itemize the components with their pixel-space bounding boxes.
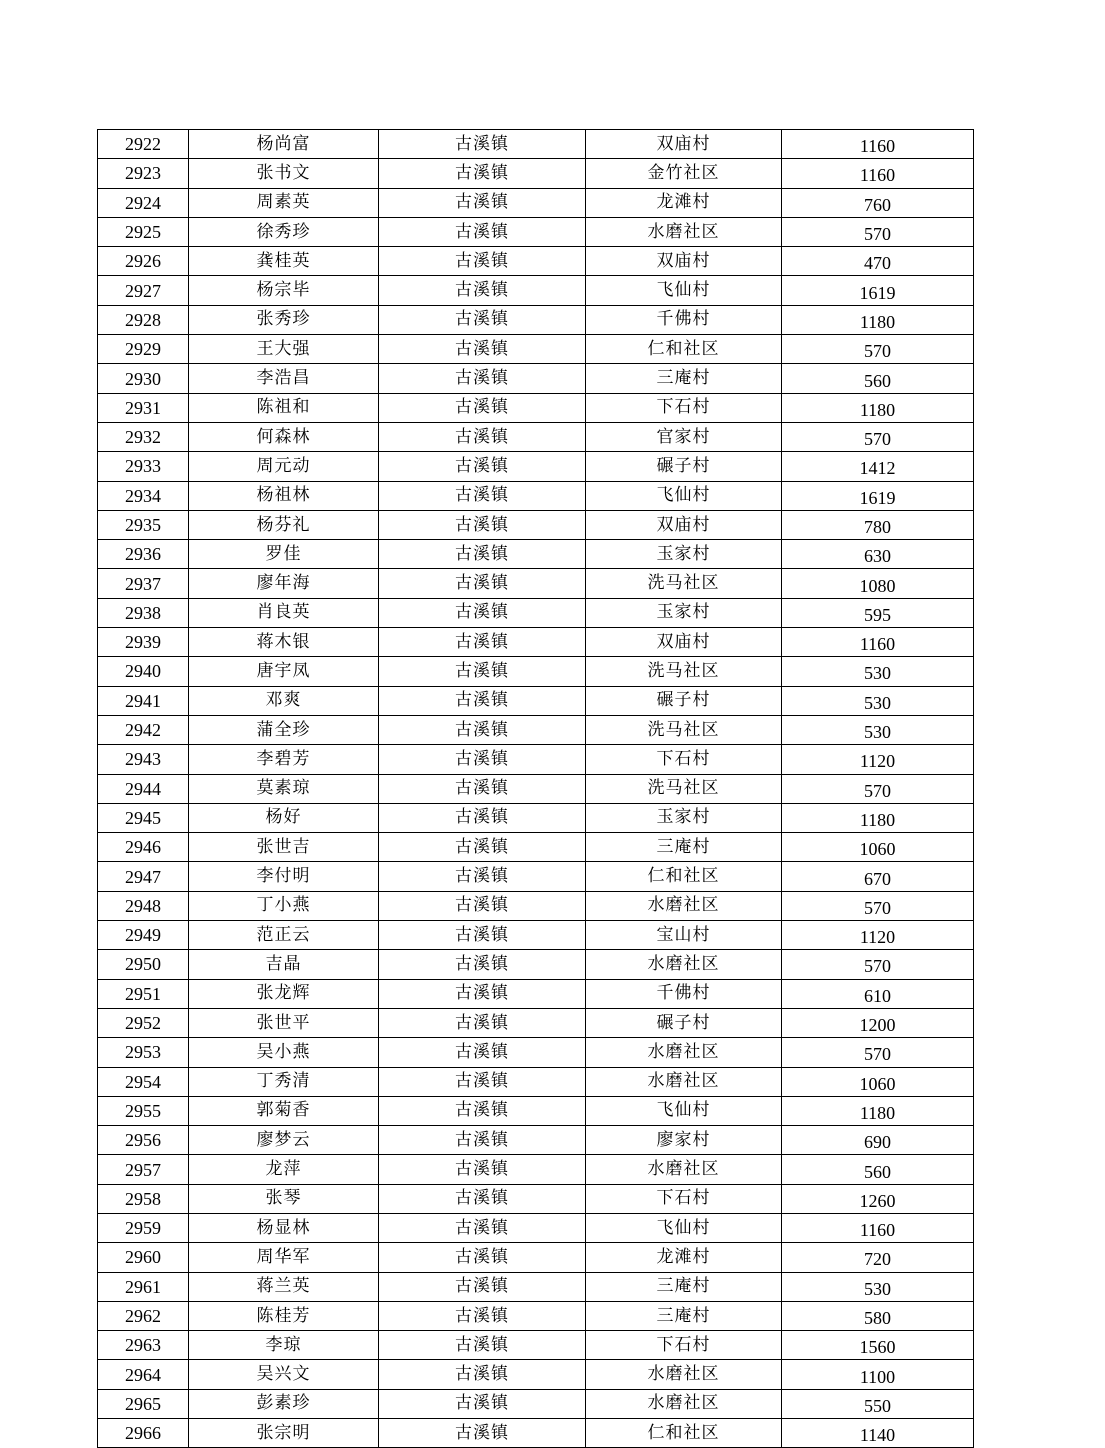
table-row [98, 1155, 974, 1184]
town-cell: 古溪镇 [379, 1096, 586, 1125]
row-number-cell: 2949 [98, 921, 189, 950]
amount-cell: 1560 [782, 1331, 974, 1360]
table-row [98, 686, 974, 715]
village-cell: 龙滩村 [586, 188, 782, 217]
town-cell: 古溪镇 [379, 1419, 586, 1448]
village-cell: 双庙村 [586, 510, 782, 539]
amount-cell: 760 [782, 188, 974, 217]
village-cell: 双庙村 [586, 628, 782, 657]
amount-cell: 560 [782, 1155, 974, 1184]
table-row [98, 422, 974, 451]
row-number-cell: 2922 [98, 130, 189, 159]
town-cell: 古溪镇 [379, 950, 586, 979]
town-cell: 古溪镇 [379, 540, 586, 569]
row-number-cell: 2934 [98, 481, 189, 510]
name-cell: 李碧芳 [189, 745, 379, 774]
village-cell: 下石村 [586, 1184, 782, 1213]
row-number-cell: 2926 [98, 247, 189, 276]
amount-cell: 1180 [782, 393, 974, 422]
town-cell: 古溪镇 [379, 686, 586, 715]
town-cell: 古溪镇 [379, 217, 586, 246]
row-number-cell: 2930 [98, 364, 189, 393]
table-row [98, 1126, 974, 1155]
town-cell: 古溪镇 [379, 1360, 586, 1389]
village-cell: 洗马社区 [586, 569, 782, 598]
town-cell: 古溪镇 [379, 393, 586, 422]
name-cell: 杨显林 [189, 1213, 379, 1242]
name-cell: 丁秀清 [189, 1067, 379, 1096]
name-cell: 廖梦云 [189, 1126, 379, 1155]
amount-cell: 570 [782, 774, 974, 803]
town-cell: 古溪镇 [379, 1067, 586, 1096]
amount-cell: 570 [782, 1038, 974, 1067]
town-cell: 古溪镇 [379, 1272, 586, 1301]
name-cell: 龙萍 [189, 1155, 379, 1184]
amount-cell: 1120 [782, 745, 974, 774]
table-row [98, 1389, 974, 1418]
row-number-cell: 2929 [98, 335, 189, 364]
amount-cell: 560 [782, 364, 974, 393]
table-row [98, 1243, 974, 1272]
village-cell: 三庵村 [586, 364, 782, 393]
village-cell: 龙滩村 [586, 1243, 782, 1272]
name-cell: 莫素琼 [189, 774, 379, 803]
town-cell: 古溪镇 [379, 1301, 586, 1330]
village-cell: 三庵村 [586, 1301, 782, 1330]
name-cell: 邓爽 [189, 686, 379, 715]
amount-cell: 550 [782, 1389, 974, 1418]
village-cell: 下石村 [586, 1331, 782, 1360]
name-cell: 张琴 [189, 1184, 379, 1213]
town-cell: 古溪镇 [379, 1184, 586, 1213]
village-cell: 千佛村 [586, 979, 782, 1008]
amount-cell: 570 [782, 422, 974, 451]
village-cell: 飞仙村 [586, 481, 782, 510]
table-row [98, 862, 974, 891]
town-cell: 古溪镇 [379, 1389, 586, 1418]
row-number-cell: 2963 [98, 1331, 189, 1360]
table-row [98, 774, 974, 803]
village-cell: 廖家村 [586, 1126, 782, 1155]
amount-cell: 1200 [782, 1008, 974, 1037]
town-cell: 古溪镇 [379, 1126, 586, 1155]
table-row [98, 1184, 974, 1213]
town-cell: 古溪镇 [379, 569, 586, 598]
table-row [98, 159, 974, 188]
row-number-cell: 2938 [98, 598, 189, 627]
name-cell: 唐宇凤 [189, 657, 379, 686]
table-row [98, 921, 974, 950]
town-cell: 古溪镇 [379, 921, 586, 950]
amount-cell: 1060 [782, 833, 974, 862]
town-cell: 古溪镇 [379, 803, 586, 832]
town-cell: 古溪镇 [379, 452, 586, 481]
name-cell: 王大强 [189, 335, 379, 364]
table-row [98, 1419, 974, 1448]
village-cell: 玉家村 [586, 803, 782, 832]
name-cell: 龚桂英 [189, 247, 379, 276]
row-number-cell: 2943 [98, 745, 189, 774]
amount-cell: 580 [782, 1301, 974, 1330]
row-number-cell: 2941 [98, 686, 189, 715]
amount-cell: 670 [782, 862, 974, 891]
name-cell: 郭菊香 [189, 1096, 379, 1125]
row-number-cell: 2931 [98, 393, 189, 422]
row-number-cell: 2939 [98, 628, 189, 657]
row-number-cell: 2962 [98, 1301, 189, 1330]
table-row [98, 1272, 974, 1301]
name-cell: 廖年海 [189, 569, 379, 598]
town-cell: 古溪镇 [379, 1331, 586, 1360]
town-cell: 古溪镇 [379, 188, 586, 217]
row-number-cell: 2961 [98, 1272, 189, 1301]
table-row [98, 276, 974, 305]
town-cell: 古溪镇 [379, 774, 586, 803]
name-cell: 罗佳 [189, 540, 379, 569]
row-number-cell: 2966 [98, 1419, 189, 1448]
village-cell: 三庵村 [586, 833, 782, 862]
name-cell: 杨好 [189, 803, 379, 832]
village-cell: 三庵村 [586, 1272, 782, 1301]
town-cell: 古溪镇 [379, 1213, 586, 1242]
town-cell: 古溪镇 [379, 335, 586, 364]
amount-cell: 530 [782, 686, 974, 715]
name-cell: 张书文 [189, 159, 379, 188]
row-number-cell: 2935 [98, 510, 189, 539]
row-number-cell: 2956 [98, 1126, 189, 1155]
village-cell: 玉家村 [586, 598, 782, 627]
table-row [98, 628, 974, 657]
name-cell: 周华军 [189, 1243, 379, 1272]
town-cell: 古溪镇 [379, 833, 586, 862]
village-cell: 下石村 [586, 745, 782, 774]
name-cell: 丁小燕 [189, 891, 379, 920]
name-cell: 吴小燕 [189, 1038, 379, 1067]
amount-cell: 1619 [782, 276, 974, 305]
table-row [98, 305, 974, 334]
amount-cell: 595 [782, 598, 974, 627]
amount-cell: 1160 [782, 628, 974, 657]
town-cell: 古溪镇 [379, 745, 586, 774]
village-cell: 双庙村 [586, 247, 782, 276]
village-cell: 洗马社区 [586, 774, 782, 803]
village-cell: 水磨社区 [586, 891, 782, 920]
row-number-cell: 2945 [98, 803, 189, 832]
table-row [98, 540, 974, 569]
table-row [98, 393, 974, 422]
amount-cell: 1180 [782, 803, 974, 832]
town-cell: 古溪镇 [379, 305, 586, 334]
row-number-cell: 2959 [98, 1213, 189, 1242]
town-cell: 古溪镇 [379, 862, 586, 891]
row-number-cell: 2958 [98, 1184, 189, 1213]
table-row [98, 335, 974, 364]
row-number-cell: 2955 [98, 1096, 189, 1125]
amount-cell: 1180 [782, 1096, 974, 1125]
table-row [98, 745, 974, 774]
table-row [98, 1067, 974, 1096]
amount-cell: 530 [782, 657, 974, 686]
row-number-cell: 2933 [98, 452, 189, 481]
amount-cell: 530 [782, 715, 974, 744]
name-cell: 李琼 [189, 1331, 379, 1360]
row-number-cell: 2960 [98, 1243, 189, 1272]
row-number-cell: 2946 [98, 833, 189, 862]
amount-cell: 570 [782, 335, 974, 364]
table-row [98, 481, 974, 510]
table-row [98, 657, 974, 686]
town-cell: 古溪镇 [379, 130, 586, 159]
village-cell: 玉家村 [586, 540, 782, 569]
row-number-cell: 2950 [98, 950, 189, 979]
town-cell: 古溪镇 [379, 628, 586, 657]
name-cell: 徐秀珍 [189, 217, 379, 246]
name-cell: 陈桂芳 [189, 1301, 379, 1330]
table-row [98, 1008, 974, 1037]
row-number-cell: 2965 [98, 1389, 189, 1418]
village-cell: 水磨社区 [586, 1067, 782, 1096]
name-cell: 李浩昌 [189, 364, 379, 393]
name-cell: 张宗明 [189, 1419, 379, 1448]
amount-cell: 1160 [782, 159, 974, 188]
amount-cell: 1260 [782, 1184, 974, 1213]
table-row [98, 452, 974, 481]
town-cell: 古溪镇 [379, 247, 586, 276]
town-cell: 古溪镇 [379, 1038, 586, 1067]
village-cell: 水磨社区 [586, 1155, 782, 1184]
village-cell: 水磨社区 [586, 217, 782, 246]
table-row [98, 1213, 974, 1242]
table-row [98, 217, 974, 246]
amount-cell: 530 [782, 1272, 974, 1301]
table-row [98, 950, 974, 979]
village-cell: 金竹社区 [586, 159, 782, 188]
name-cell: 吴兴文 [189, 1360, 379, 1389]
town-cell: 古溪镇 [379, 276, 586, 305]
name-cell: 范正云 [189, 921, 379, 950]
town-cell: 古溪镇 [379, 979, 586, 1008]
row-number-cell: 2953 [98, 1038, 189, 1067]
village-cell: 碾子村 [586, 452, 782, 481]
name-cell: 蒋木银 [189, 628, 379, 657]
table-row [98, 891, 974, 920]
table-row [98, 510, 974, 539]
amount-cell: 570 [782, 950, 974, 979]
row-number-cell: 2923 [98, 159, 189, 188]
name-cell: 杨宗毕 [189, 276, 379, 305]
name-cell: 蒋兰英 [189, 1272, 379, 1301]
name-cell: 彭素珍 [189, 1389, 379, 1418]
amount-cell: 780 [782, 510, 974, 539]
row-number-cell: 2940 [98, 657, 189, 686]
name-cell: 吉晶 [189, 950, 379, 979]
village-cell: 仁和社区 [586, 1419, 782, 1448]
row-number-cell: 2957 [98, 1155, 189, 1184]
amount-cell: 1160 [782, 1213, 974, 1242]
town-cell: 古溪镇 [379, 481, 586, 510]
town-cell: 古溪镇 [379, 159, 586, 188]
name-cell: 周素英 [189, 188, 379, 217]
village-cell: 飞仙村 [586, 276, 782, 305]
table-row [98, 598, 974, 627]
village-cell: 水磨社区 [586, 950, 782, 979]
village-cell: 双庙村 [586, 130, 782, 159]
table-row [98, 188, 974, 217]
row-number-cell: 2952 [98, 1008, 189, 1037]
table-row [98, 1096, 974, 1125]
table-row [98, 803, 974, 832]
town-cell: 古溪镇 [379, 510, 586, 539]
amount-cell: 690 [782, 1126, 974, 1155]
village-cell: 水磨社区 [586, 1038, 782, 1067]
row-number-cell: 2964 [98, 1360, 189, 1389]
name-cell: 蒲全珍 [189, 715, 379, 744]
data-table [97, 129, 974, 1448]
name-cell: 张世平 [189, 1008, 379, 1037]
village-cell: 仁和社区 [586, 335, 782, 364]
amount-cell: 1180 [782, 305, 974, 334]
amount-cell: 570 [782, 217, 974, 246]
town-cell: 古溪镇 [379, 1155, 586, 1184]
amount-cell: 1080 [782, 569, 974, 598]
row-number-cell: 2932 [98, 422, 189, 451]
amount-cell: 1100 [782, 1360, 974, 1389]
village-cell: 碾子村 [586, 686, 782, 715]
village-cell: 水磨社区 [586, 1360, 782, 1389]
name-cell: 肖良英 [189, 598, 379, 627]
table-row [98, 247, 974, 276]
name-cell: 杨芬礼 [189, 510, 379, 539]
row-number-cell: 2925 [98, 217, 189, 246]
table-row [98, 1331, 974, 1360]
town-cell: 古溪镇 [379, 598, 586, 627]
table-row [98, 364, 974, 393]
amount-cell: 1060 [782, 1067, 974, 1096]
row-number-cell: 2944 [98, 774, 189, 803]
name-cell: 李付明 [189, 862, 379, 891]
village-cell: 飞仙村 [586, 1096, 782, 1125]
village-cell: 水磨社区 [586, 1389, 782, 1418]
amount-cell: 1120 [782, 921, 974, 950]
name-cell: 张世吉 [189, 833, 379, 862]
village-cell: 千佛村 [586, 305, 782, 334]
name-cell: 杨尚富 [189, 130, 379, 159]
village-cell: 官家村 [586, 422, 782, 451]
village-cell: 宝山村 [586, 921, 782, 950]
name-cell: 杨祖林 [189, 481, 379, 510]
town-cell: 古溪镇 [379, 657, 586, 686]
village-cell: 飞仙村 [586, 1213, 782, 1242]
amount-cell: 1160 [782, 130, 974, 159]
table-row [98, 833, 974, 862]
table-row [98, 569, 974, 598]
amount-cell: 570 [782, 891, 974, 920]
row-number-cell: 2948 [98, 891, 189, 920]
row-number-cell: 2924 [98, 188, 189, 217]
row-number-cell: 2928 [98, 305, 189, 334]
amount-cell: 630 [782, 540, 974, 569]
village-cell: 仁和社区 [586, 862, 782, 891]
town-cell: 古溪镇 [379, 1243, 586, 1272]
row-number-cell: 2951 [98, 979, 189, 1008]
town-cell: 古溪镇 [379, 1008, 586, 1037]
table-row [98, 979, 974, 1008]
table-row [98, 1038, 974, 1067]
amount-cell: 1619 [782, 481, 974, 510]
village-cell: 洗马社区 [586, 715, 782, 744]
row-number-cell: 2927 [98, 276, 189, 305]
town-cell: 古溪镇 [379, 422, 586, 451]
table-row [98, 1301, 974, 1330]
town-cell: 古溪镇 [379, 715, 586, 744]
amount-cell: 720 [782, 1243, 974, 1272]
row-number-cell: 2936 [98, 540, 189, 569]
row-number-cell: 2937 [98, 569, 189, 598]
amount-cell: 610 [782, 979, 974, 1008]
table-row [98, 130, 974, 159]
table-row [98, 715, 974, 744]
town-cell: 古溪镇 [379, 364, 586, 393]
row-number-cell: 2942 [98, 715, 189, 744]
name-cell: 张秀珍 [189, 305, 379, 334]
amount-cell: 1140 [782, 1419, 974, 1448]
village-cell: 碾子村 [586, 1008, 782, 1037]
amount-cell: 1412 [782, 452, 974, 481]
name-cell: 何森林 [189, 422, 379, 451]
name-cell: 周元动 [189, 452, 379, 481]
village-cell: 洗马社区 [586, 657, 782, 686]
name-cell: 陈祖和 [189, 393, 379, 422]
row-number-cell: 2947 [98, 862, 189, 891]
village-cell: 下石村 [586, 393, 782, 422]
town-cell: 古溪镇 [379, 891, 586, 920]
table-row [98, 1360, 974, 1389]
table-body [98, 130, 974, 1448]
name-cell: 张龙辉 [189, 979, 379, 1008]
amount-cell: 470 [782, 247, 974, 276]
row-number-cell: 2954 [98, 1067, 189, 1096]
